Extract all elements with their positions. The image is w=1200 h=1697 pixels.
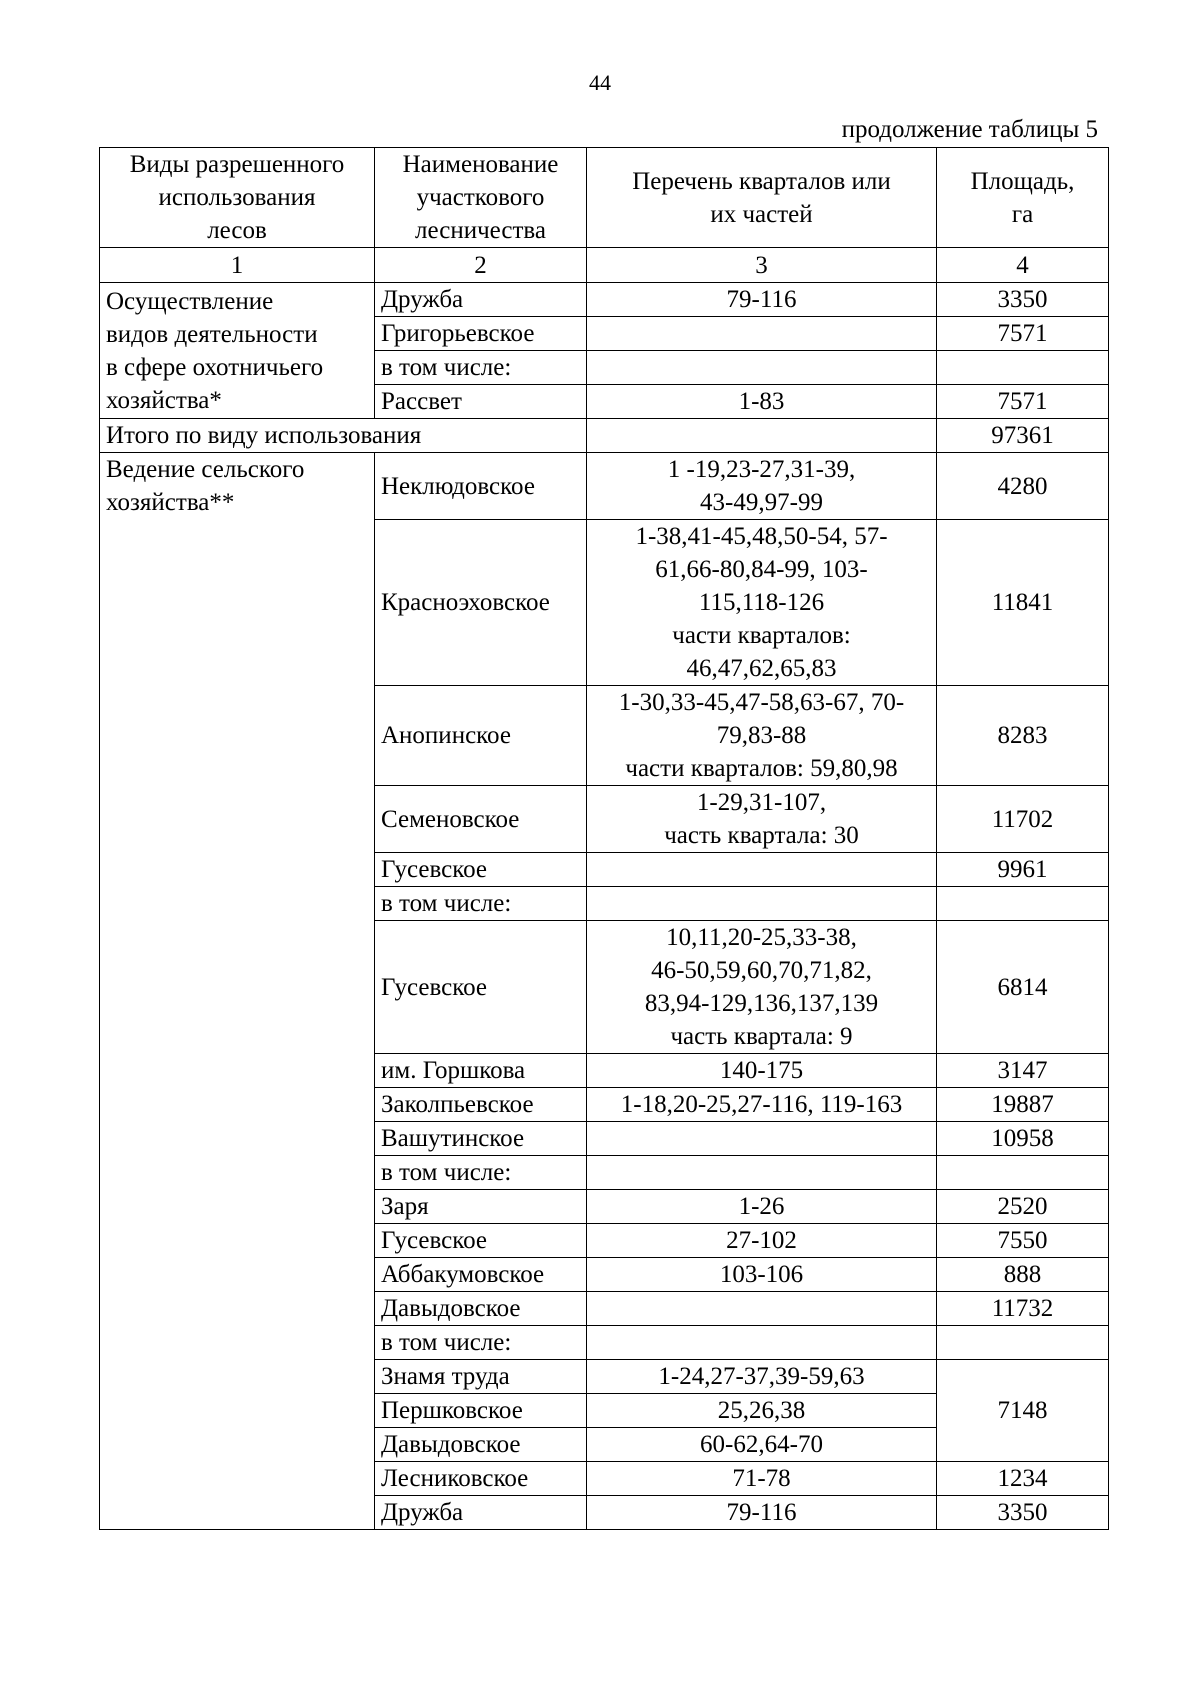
- quarters-line: часть квартала: 30: [664, 822, 859, 849]
- forestry-name: в том числе:: [375, 1326, 587, 1360]
- quarters: 1-24,27-37,39-59,63: [587, 1360, 937, 1394]
- forestry-name: Рассвет: [375, 385, 587, 419]
- quarters: 79-116: [587, 1496, 937, 1530]
- quarters-line: 103-106: [719, 1261, 804, 1288]
- quarters-line: части кварталов: 59,80,98: [625, 755, 898, 782]
- header-type-cell: [100, 148, 375, 248]
- quarters-line: 1-38,41-45,48,50-54, 57-: [635, 523, 888, 550]
- use-type-agriculture: [100, 453, 375, 1530]
- forestry-name: Заколпьевское: [375, 1088, 587, 1122]
- forestry-name: Аббакумовское: [375, 1258, 587, 1292]
- quarters-line: 10,11,20-25,33-38,: [666, 924, 857, 951]
- quarters: [587, 351, 937, 385]
- area: 6814: [937, 921, 1109, 1054]
- area: 888: [937, 1258, 1109, 1292]
- forestry-name: Гусевское: [375, 853, 587, 887]
- use-type-hunting-line: в сфере охотничьего: [106, 353, 324, 381]
- area: 3147: [937, 1054, 1109, 1088]
- quarters-line: 27-102: [726, 1227, 797, 1254]
- quarters: [587, 1326, 937, 1360]
- forestry-name: в том числе:: [375, 351, 587, 385]
- header-quarters-cell-line: Перечень кварталов или: [632, 167, 891, 195]
- quarters-line: части кварталов:: [672, 622, 851, 649]
- total-area: 97361: [937, 419, 1109, 453]
- quarters-line: 1-29,31-107,: [696, 789, 827, 816]
- quarters: [587, 419, 937, 453]
- quarters-line: часть квартала: 9: [670, 1023, 853, 1050]
- quarters: [587, 786, 937, 853]
- area: 8283: [937, 686, 1109, 786]
- header-area-cell: [937, 148, 1109, 248]
- header-area-cell-line: Площадь,: [970, 167, 1075, 195]
- header-quarters-cell: [587, 148, 937, 248]
- area: 7550: [937, 1224, 1109, 1258]
- quarters: [587, 1054, 937, 1088]
- quarters-line: 43-49,97-99: [700, 489, 823, 516]
- area: 3350: [937, 283, 1109, 317]
- quarters: 79-116: [587, 283, 937, 317]
- use-type-agriculture-line: Ведение сельского: [106, 456, 305, 483]
- forestry-name: Анопинское: [375, 686, 587, 786]
- area: 4280: [937, 453, 1109, 520]
- quarters-line: 1 -19,23-27,31-39,: [667, 456, 856, 483]
- area: 3350: [937, 1496, 1109, 1530]
- quarters: [587, 686, 937, 786]
- column-numbers-row: [100, 248, 1109, 283]
- quarters-line: 1-30,33-45,47-58,63-67, 70-: [618, 689, 905, 716]
- table-caption: продолжение таблицы 5: [841, 116, 1098, 143]
- column-number: 1: [100, 248, 375, 283]
- forestry-name: Дружба: [375, 1496, 587, 1530]
- header-forestry-cell-line: лесничества: [415, 217, 546, 244]
- area: 19887: [937, 1088, 1109, 1122]
- quarters-line: 1-18,20-25,27-116, 119-163: [620, 1091, 903, 1118]
- area: 10958: [937, 1122, 1109, 1156]
- forestry-name: Знамя труда: [375, 1360, 587, 1394]
- forestry-name: Давыдовское: [375, 1428, 587, 1462]
- area: 7571: [937, 385, 1109, 419]
- forestry-name: им. Горшкова: [375, 1054, 587, 1088]
- forestry-name: Дружба: [375, 283, 587, 317]
- quarters-line: 115,118-126: [698, 589, 825, 616]
- quarters-line: 61,66-80,84-99, 103-: [655, 556, 868, 583]
- header-forestry-cell-line: участкового: [416, 184, 545, 211]
- column-number: 4: [937, 248, 1109, 283]
- forestry-name: Першковское: [375, 1394, 587, 1428]
- table-body: [100, 148, 1109, 1530]
- quarters-line: 1-26: [738, 1193, 785, 1220]
- quarters: [587, 1224, 937, 1258]
- quarters: 60-62,64-70: [587, 1428, 937, 1462]
- forest-use-table: [99, 147, 1109, 1530]
- quarters: [587, 921, 937, 1054]
- area: [937, 887, 1109, 921]
- area: [937, 351, 1109, 385]
- header-forestry-cell-line: Наименование: [402, 151, 559, 178]
- quarters: 1-83: [587, 385, 937, 419]
- area: 1234: [937, 1462, 1109, 1496]
- forestry-name: Заря: [375, 1190, 587, 1224]
- quarters: [587, 853, 937, 887]
- agriculture-row: [100, 453, 1109, 520]
- use-type-hunting-line: Осуществление: [106, 287, 274, 315]
- area: 11702: [937, 786, 1109, 853]
- quarters: [587, 1122, 937, 1156]
- hunting-row: [100, 283, 1109, 317]
- area: [937, 1156, 1109, 1190]
- forestry-name: Григорьевское: [375, 317, 587, 351]
- column-number: 3: [587, 248, 937, 283]
- forestry-name: Гусевское: [375, 921, 587, 1054]
- quarters: [587, 1156, 937, 1190]
- quarters-line: 140-175: [719, 1057, 804, 1084]
- quarters: [587, 1088, 937, 1122]
- forestry-name: в том числе:: [375, 1156, 587, 1190]
- use-type-agriculture-line: хозяйства**: [106, 489, 235, 516]
- header-type-cell-line: Виды разрешенного: [129, 151, 345, 178]
- forestry-name: Вашутинское: [375, 1122, 587, 1156]
- quarters-line: 46-50,59,60,70,71,82,: [651, 957, 872, 984]
- forestry-name: Давыдовское: [375, 1292, 587, 1326]
- header-row: [100, 148, 1109, 248]
- forestry-name: Красноэховское: [375, 520, 587, 686]
- column-number: 2: [375, 248, 587, 283]
- area: [937, 1326, 1109, 1360]
- area: 11841: [937, 520, 1109, 686]
- quarters-line: 83,94-129,136,137,139: [644, 990, 879, 1017]
- header-area-cell-line: га: [1011, 200, 1034, 228]
- use-type-hunting: [100, 283, 375, 419]
- quarters-line: 79,83-88: [716, 722, 807, 749]
- quarters: [587, 1258, 937, 1292]
- area: 7571: [937, 317, 1109, 351]
- total-label: Итого по виду использования: [100, 419, 587, 453]
- forestry-name: Неклюдовское: [375, 453, 587, 520]
- quarters: [587, 453, 937, 520]
- forestry-name: Лесниковское: [375, 1462, 587, 1496]
- quarters: [587, 1190, 937, 1224]
- quarters: 71-78: [587, 1462, 937, 1496]
- area: 2520: [937, 1190, 1109, 1224]
- quarters-line: 46,47,62,65,83: [686, 655, 837, 682]
- merged-area: 7148: [937, 1360, 1109, 1462]
- header-forestry-cell: [375, 148, 587, 248]
- total-row: [100, 419, 1109, 453]
- header-type-cell-line: использования: [158, 184, 316, 211]
- quarters: [587, 520, 937, 686]
- quarters: [587, 1292, 937, 1326]
- quarters: [587, 317, 937, 351]
- forestry-name: Гусевское: [375, 1224, 587, 1258]
- page-number: 44: [589, 70, 611, 95]
- forestry-name: в том числе:: [375, 887, 587, 921]
- header-quarters-cell-line: их частей: [710, 200, 813, 228]
- use-type-hunting-line: хозяйства*: [106, 386, 222, 414]
- forestry-name: Семеновское: [375, 786, 587, 853]
- quarters: 25,26,38: [587, 1394, 937, 1428]
- area: 9961: [937, 853, 1109, 887]
- area: 11732: [937, 1292, 1109, 1326]
- header-type-cell-line: лесов: [207, 217, 267, 244]
- quarters: [587, 887, 937, 921]
- use-type-hunting-line: видов деятельности: [106, 320, 318, 348]
